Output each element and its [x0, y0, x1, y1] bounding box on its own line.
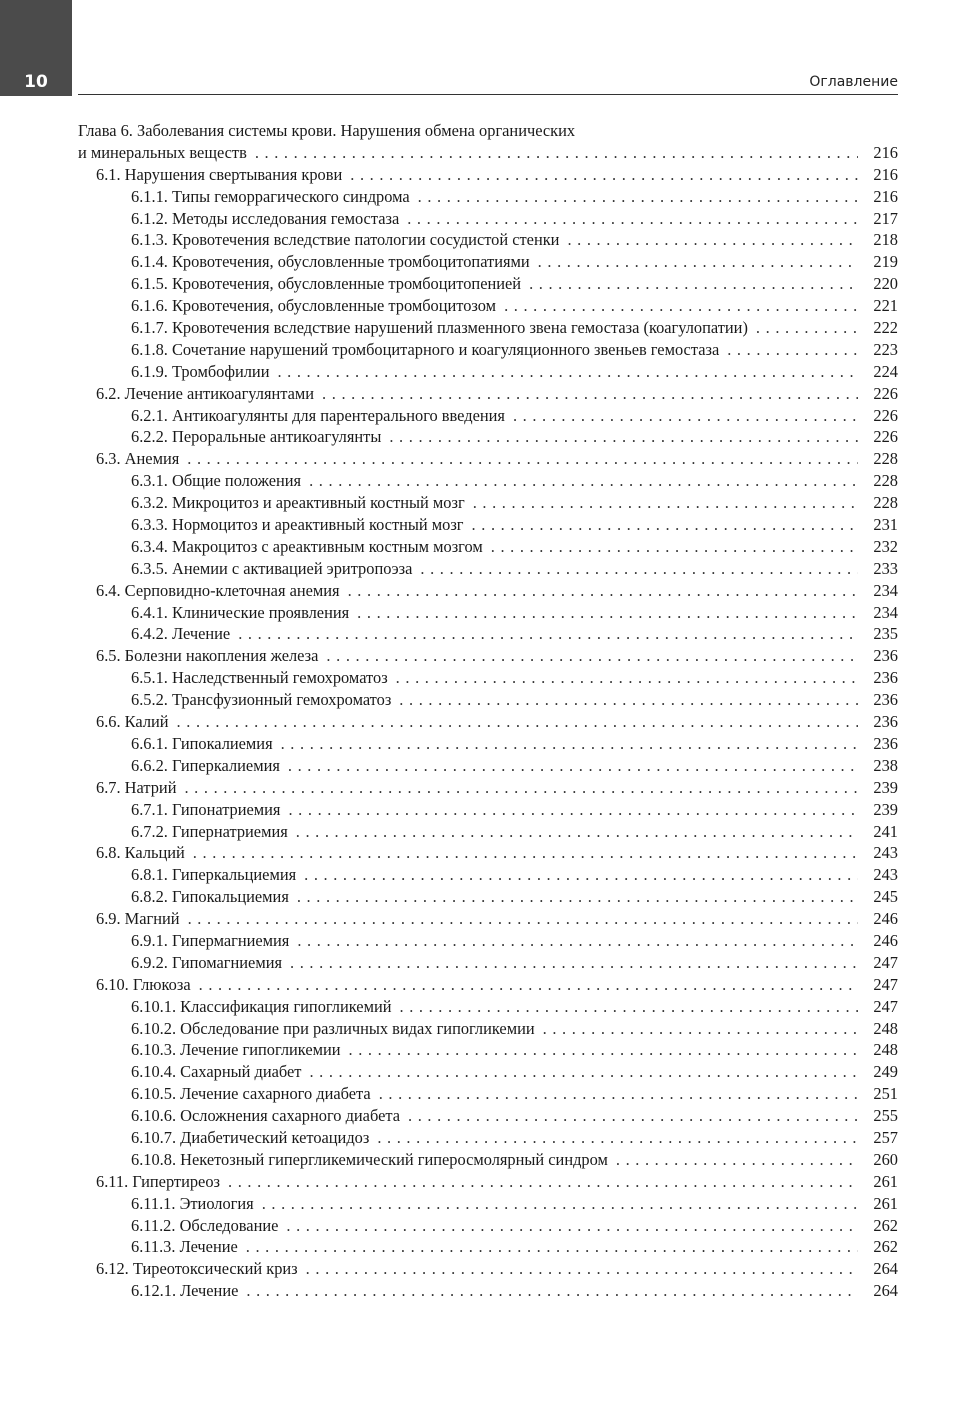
- leader-dots: [297, 930, 858, 952]
- toc-subsection-entry[interactable]: [78, 229, 898, 251]
- toc-entry-title: 6.2.2. Пероральные антикоагулянты: [131, 427, 382, 447]
- chapter-title-line-2: и минеральных веществ: [78, 142, 247, 162]
- leader-dots: [322, 383, 858, 405]
- leader-dots: [389, 426, 858, 448]
- toc-subsection-entry[interactable]: [78, 186, 898, 208]
- running-title: Оглавление: [809, 74, 898, 90]
- toc-entry-page-number: 223: [873, 339, 898, 359]
- toc-subsection-entry[interactable]: [78, 1280, 898, 1302]
- leader-dots: [400, 996, 859, 1018]
- toc-subsection-entry[interactable]: [78, 317, 898, 339]
- leader-dots: [309, 1061, 858, 1083]
- leader-dots: [379, 1083, 858, 1105]
- toc-subsection-entry[interactable]: [78, 361, 898, 383]
- toc-entry-page-number: 239: [873, 799, 898, 819]
- toc-entry-title: 6.10.1. Классификация гипогликемий: [131, 996, 392, 1016]
- toc-subsection-entry[interactable]: [78, 733, 898, 755]
- toc-entry-title: 6.11. Гипертиреоз: [96, 1171, 220, 1191]
- leader-dots: [296, 821, 858, 843]
- toc-entry-page-number: 246: [873, 930, 898, 950]
- leader-dots: [407, 208, 858, 230]
- toc-entry-page-number: 245: [873, 887, 898, 907]
- toc-entry-page-number: 249: [873, 1062, 898, 1082]
- toc-subsection-entry[interactable]: [78, 667, 898, 689]
- toc-section-entry[interactable]: [78, 448, 898, 470]
- toc-entry-title: 6.4.1. Клинические проявления: [131, 602, 350, 622]
- toc-entry-title: 6.10.5. Лечение сахарного диабета: [131, 1084, 371, 1104]
- toc-subsection-entry[interactable]: [78, 821, 898, 843]
- toc-entry-title: 6.6. Калий: [96, 712, 169, 732]
- toc-entry-title: 6.1.3. Кровотечения вследствие патологии сосудистой стенки: [131, 230, 560, 250]
- toc-subsection-entry[interactable]: [78, 1127, 898, 1149]
- leader-dots: [473, 492, 858, 514]
- toc-subsection-entry[interactable]: [78, 1039, 898, 1061]
- toc-entry-title: 6.1.4. Кровотечения, обусловленные тромбоцитопатиями: [131, 252, 530, 272]
- leader-dots: [297, 886, 858, 908]
- toc-entry-title: 6.3. Анемия: [96, 449, 180, 469]
- toc-entry-title: 6.7.1. Гипонатриемия: [131, 799, 281, 819]
- toc-subsection-entry[interactable]: [78, 952, 898, 974]
- leader-dots: [288, 755, 858, 777]
- toc-entry-page-number: 228: [873, 449, 898, 469]
- toc-entry-page-number: 234: [873, 602, 898, 622]
- leader-dots: [357, 602, 858, 624]
- toc-section-entry[interactable]: [78, 974, 898, 996]
- toc-entry-title: 6.8. Кальций: [96, 843, 185, 863]
- leader-dots: [188, 908, 858, 930]
- toc-entry-title: 6.9.1. Гипермагниемия: [131, 930, 290, 950]
- leader-dots: [529, 273, 858, 295]
- toc-entry-title: 6.1.8. Сочетание нарушений тромбоцитарного и коагуляционного звеньев гемостаза: [131, 339, 720, 359]
- toc-entry-title: 6.3.2. Микроцитоз и ареактивный костный мозг: [131, 493, 465, 513]
- toc-entry-title: 6.5.2. Трансфузионный гемохроматоз: [131, 690, 392, 710]
- toc-subsection-entry[interactable]: [78, 623, 898, 645]
- toc-subsection-entry[interactable]: [78, 251, 898, 273]
- leader-dots: [326, 645, 858, 667]
- toc-subsection-entry[interactable]: [78, 492, 898, 514]
- toc-entry-title: 6.4. Серповидно-клеточная анемия: [96, 580, 340, 600]
- leader-dots: [304, 864, 858, 886]
- toc-entry-page-number: 236: [873, 733, 898, 753]
- toc-entry-title: 6.10.6. Осложнения сахарного диабета: [131, 1106, 400, 1126]
- toc-subsection-entry[interactable]: [78, 1149, 898, 1171]
- toc-entry-page-number: 222: [873, 318, 898, 338]
- toc-subsection-entry[interactable]: [78, 405, 898, 427]
- toc-entry-title: 6.3.4. Макроцитоз с ареактивным костным мозгом: [131, 536, 483, 556]
- chapter-title-line-1: Глава 6. Заболевания системы крови. Нарушения обмена органических: [78, 121, 576, 140]
- leader-dots: [350, 164, 858, 186]
- toc-subsection-entry[interactable]: [78, 930, 898, 952]
- toc-entry-page-number: 238: [873, 755, 898, 775]
- toc-subsection-entry[interactable]: [78, 208, 898, 230]
- toc-entry-page-number: 236: [873, 690, 898, 710]
- toc-entry-page-number: 236: [873, 668, 898, 688]
- leader-dots: [567, 229, 858, 251]
- toc-entry-title: 6.3.5. Анемии с активацией эритропоэза: [131, 558, 413, 578]
- leader-dots: [504, 295, 858, 317]
- leader-dots: [727, 339, 858, 361]
- toc-subsection-entry[interactable]: [78, 886, 898, 908]
- toc-subsection-entry[interactable]: [78, 1061, 898, 1083]
- toc-entry-page-number: 233: [873, 558, 898, 578]
- header-rule: [78, 94, 898, 95]
- toc-section-entry[interactable]: [78, 777, 898, 799]
- leader-dots: [246, 1236, 858, 1258]
- leader-dots: [288, 799, 858, 821]
- toc-entry-page-number: 226: [873, 427, 898, 447]
- toc-entry-title: 6.2.1. Антикоагулянты для парентерального введения: [131, 405, 505, 425]
- toc-section-entry[interactable]: [78, 1171, 898, 1193]
- toc-entry-page-number: 216: [873, 186, 898, 206]
- toc-entry-page-number: 248: [873, 1040, 898, 1060]
- toc-entry-title: 6.11.3. Лечение: [131, 1237, 238, 1257]
- toc-entry-page-number: 248: [873, 1018, 898, 1038]
- toc-entry-page-number: 262: [873, 1237, 898, 1257]
- leader-dots: [238, 623, 858, 645]
- toc-entry-title: 6.12.1. Лечение: [131, 1281, 239, 1301]
- toc-section-entry[interactable]: [78, 645, 898, 667]
- toc-entry-title: 6.4.2. Лечение: [131, 624, 231, 644]
- toc-entry-title: 6.11.1. Этиология: [131, 1193, 254, 1213]
- toc-entry-title: 6.11.2. Обследование: [131, 1215, 279, 1235]
- toc-entry-page-number: 264: [873, 1259, 898, 1279]
- toc-entry-page-number: 261: [873, 1193, 898, 1213]
- toc-subsection-entry[interactable]: [78, 1236, 898, 1258]
- toc-entry-title: 6.5. Болезни накопления железа: [96, 646, 319, 666]
- page-number: 10: [24, 72, 48, 92]
- toc-section-entry[interactable]: [78, 164, 898, 186]
- toc-subsection-entry[interactable]: [78, 1193, 898, 1215]
- toc-entry-title: 6.3.1. Общие положения: [131, 471, 302, 491]
- toc-entry-title: 6.12. Тиреотоксический криз: [96, 1259, 298, 1279]
- toc-subsection-entry[interactable]: [78, 602, 898, 624]
- toc-entry-page-number: 231: [873, 515, 898, 535]
- leader-dots: [177, 711, 858, 733]
- toc-entries: [78, 164, 898, 1302]
- toc-subsection-entry[interactable]: [78, 1105, 898, 1127]
- leader-dots: [349, 1039, 858, 1061]
- toc-entry-page-number: 236: [873, 646, 898, 666]
- toc-section-entry[interactable]: [78, 580, 898, 602]
- toc-subsection-entry[interactable]: [78, 996, 898, 1018]
- toc-entry-page-number: 220: [873, 274, 898, 294]
- leader-dots: [408, 1105, 858, 1127]
- toc-entry-title: 6.7.2. Гипернатриемия: [131, 821, 288, 841]
- toc-entry-page-number: 255: [873, 1106, 898, 1126]
- toc-entry-title: 6.6.1. Гипокалиемия: [131, 733, 273, 753]
- leader-dots: [184, 777, 858, 799]
- leader-dots: [262, 1193, 858, 1215]
- toc-entry-page-number: 226: [873, 383, 898, 403]
- toc-entry-page-number: 236: [873, 712, 898, 732]
- toc-subsection-entry[interactable]: [78, 799, 898, 821]
- toc-entry-page-number: 241: [873, 821, 898, 841]
- chapter-entry[interactable]: [78, 142, 898, 164]
- toc-entry-page-number: 262: [873, 1215, 898, 1235]
- toc-section-entry[interactable]: [78, 383, 898, 405]
- toc-section-entry[interactable]: [78, 842, 898, 864]
- leader-dots: [277, 361, 858, 383]
- leader-dots: [418, 186, 858, 208]
- leader-dots: [513, 405, 858, 427]
- toc-entry-page-number: 261: [873, 1171, 898, 1191]
- leader-dots: [472, 514, 858, 536]
- toc-entry-title: 6.5.1. Наследственный гемохроматоз: [131, 668, 388, 688]
- toc-entry-page-number: 221: [873, 296, 898, 316]
- toc-subsection-entry[interactable]: [78, 273, 898, 295]
- toc-entry-title: 6.10.4. Сахарный диабет: [131, 1062, 302, 1082]
- leader-dots: [246, 1280, 858, 1302]
- toc-subsection-entry[interactable]: [78, 864, 898, 886]
- leader-dots: [290, 952, 858, 974]
- toc-entry-page-number: 247: [873, 996, 898, 1016]
- toc-section-entry[interactable]: [78, 1258, 898, 1280]
- leader-dots: [616, 1149, 858, 1171]
- toc-entry-title: 6.1.6. Кровотечения, обусловленные тромбоцитозом: [131, 296, 497, 316]
- toc-entry-title: 6.7. Натрий: [96, 777, 177, 797]
- toc-entry-page-number: 247: [873, 974, 898, 994]
- toc-entry-title: 6.1.9. Тромбофилии: [131, 361, 270, 381]
- toc-entry-page-number: 257: [873, 1127, 898, 1147]
- leader-dots: [187, 448, 858, 470]
- toc-subsection-entry[interactable]: [78, 558, 898, 580]
- toc-subsection-entry[interactable]: [78, 536, 898, 558]
- toc-entry-title: 6.3.3. Нормоцитоз и ареактивный костный мозг: [131, 515, 464, 535]
- leader-dots: [491, 536, 858, 558]
- leader-dots: [420, 558, 858, 580]
- toc-subsection-entry[interactable]: [78, 1018, 898, 1040]
- toc-entry-page-number: 239: [873, 777, 898, 797]
- toc-entry-title: 6.1.1. Типы геморрагического синдрома: [131, 186, 410, 206]
- leader-dots: [281, 733, 858, 755]
- table-of-contents: [78, 120, 898, 1302]
- leader-dots: [255, 142, 858, 164]
- toc-subsection-entry[interactable]: [78, 1215, 898, 1237]
- toc-entry-page-number: 226: [873, 405, 898, 425]
- toc-entry-title: 6.8.1. Гиперкальциемия: [131, 865, 297, 885]
- toc-entry-page-number: 247: [873, 952, 898, 972]
- leader-dots: [538, 251, 858, 273]
- leader-dots: [377, 1127, 858, 1149]
- toc-subsection-entry[interactable]: [78, 689, 898, 711]
- leader-dots: [756, 317, 858, 339]
- toc-entry-page-number: 235: [873, 624, 898, 644]
- toc-entry-page-number: 260: [873, 1149, 898, 1169]
- leader-dots: [396, 667, 858, 689]
- toc-entry-title: 6.10.8. Некетозный гипергликемический гиперосмолярный синдром: [131, 1149, 608, 1169]
- toc-entry-page-number: 234: [873, 580, 898, 600]
- toc-entry-title: 6.9. Магний: [96, 909, 180, 929]
- leader-dots: [309, 470, 858, 492]
- toc-entry-title: 6.6.2. Гиперкалиемия: [131, 755, 280, 775]
- toc-entry-title: 6.10.3. Лечение гипогликемии: [131, 1040, 341, 1060]
- toc-subsection-entry[interactable]: [78, 470, 898, 492]
- toc-entry-page-number: 224: [873, 361, 898, 381]
- leader-dots: [228, 1171, 858, 1193]
- toc-section-entry[interactable]: [78, 711, 898, 733]
- toc-entry-page-number: 243: [873, 843, 898, 863]
- leader-dots: [348, 580, 858, 602]
- toc-entry-title: 6.1. Нарушения свертывания крови: [96, 164, 343, 184]
- toc-entry-title: 6.1.7. Кровотечения вследствие нарушений плазменного звена гемостаза (коагулопатии): [131, 318, 748, 338]
- toc-entry-page-number: 264: [873, 1281, 898, 1301]
- toc-entry-page-number: 228: [873, 471, 898, 491]
- toc-entry-title: 6.1.2. Методы исследования гемостаза: [131, 208, 400, 228]
- toc-entry-title: 6.10. Глюкоза: [96, 974, 191, 994]
- toc-subsection-entry[interactable]: [78, 426, 898, 448]
- toc-entry-title: 6.1.5. Кровотечения, обусловленные тромбоцитопенией: [131, 274, 522, 294]
- toc-entry-page-number: 217: [873, 208, 898, 228]
- toc-entry-page-number: 232: [873, 536, 898, 556]
- toc-entry-page-number: 218: [873, 230, 898, 250]
- toc-subsection-entry[interactable]: [78, 755, 898, 777]
- toc-entry-page-number: 216: [873, 164, 898, 184]
- leader-dots: [199, 974, 858, 996]
- chapter-page-number: 216: [873, 142, 898, 162]
- toc-entry-page-number: 243: [873, 865, 898, 885]
- toc-entry-title: 6.2. Лечение антикоагулянтами: [96, 383, 315, 403]
- toc-entry-page-number: 246: [873, 909, 898, 929]
- toc-entry-title: 6.8.2. Гипокальциемия: [131, 887, 289, 907]
- toc-entry-title: 6.10.2. Обследование при различных видах гипогликемии: [131, 1018, 535, 1038]
- leader-dots: [306, 1258, 858, 1280]
- toc-entry-title: 6.9.2. Гипомагниемия: [131, 952, 283, 972]
- leader-dots: [399, 689, 858, 711]
- toc-entry-page-number: 228: [873, 493, 898, 513]
- toc-subsection-entry[interactable]: [78, 1083, 898, 1105]
- toc-subsection-entry[interactable]: [78, 295, 898, 317]
- toc-entry-page-number: 251: [873, 1084, 898, 1104]
- leader-dots: [543, 1018, 858, 1040]
- toc-section-entry[interactable]: [78, 908, 898, 930]
- toc-entry-title: 6.10.7. Диабетический кетоацидоз: [131, 1127, 370, 1147]
- toc-entry-page-number: 219: [873, 252, 898, 272]
- toc-subsection-entry[interactable]: [78, 339, 898, 361]
- toc-subsection-entry[interactable]: [78, 514, 898, 536]
- leader-dots: [286, 1215, 858, 1237]
- leader-dots: [193, 842, 858, 864]
